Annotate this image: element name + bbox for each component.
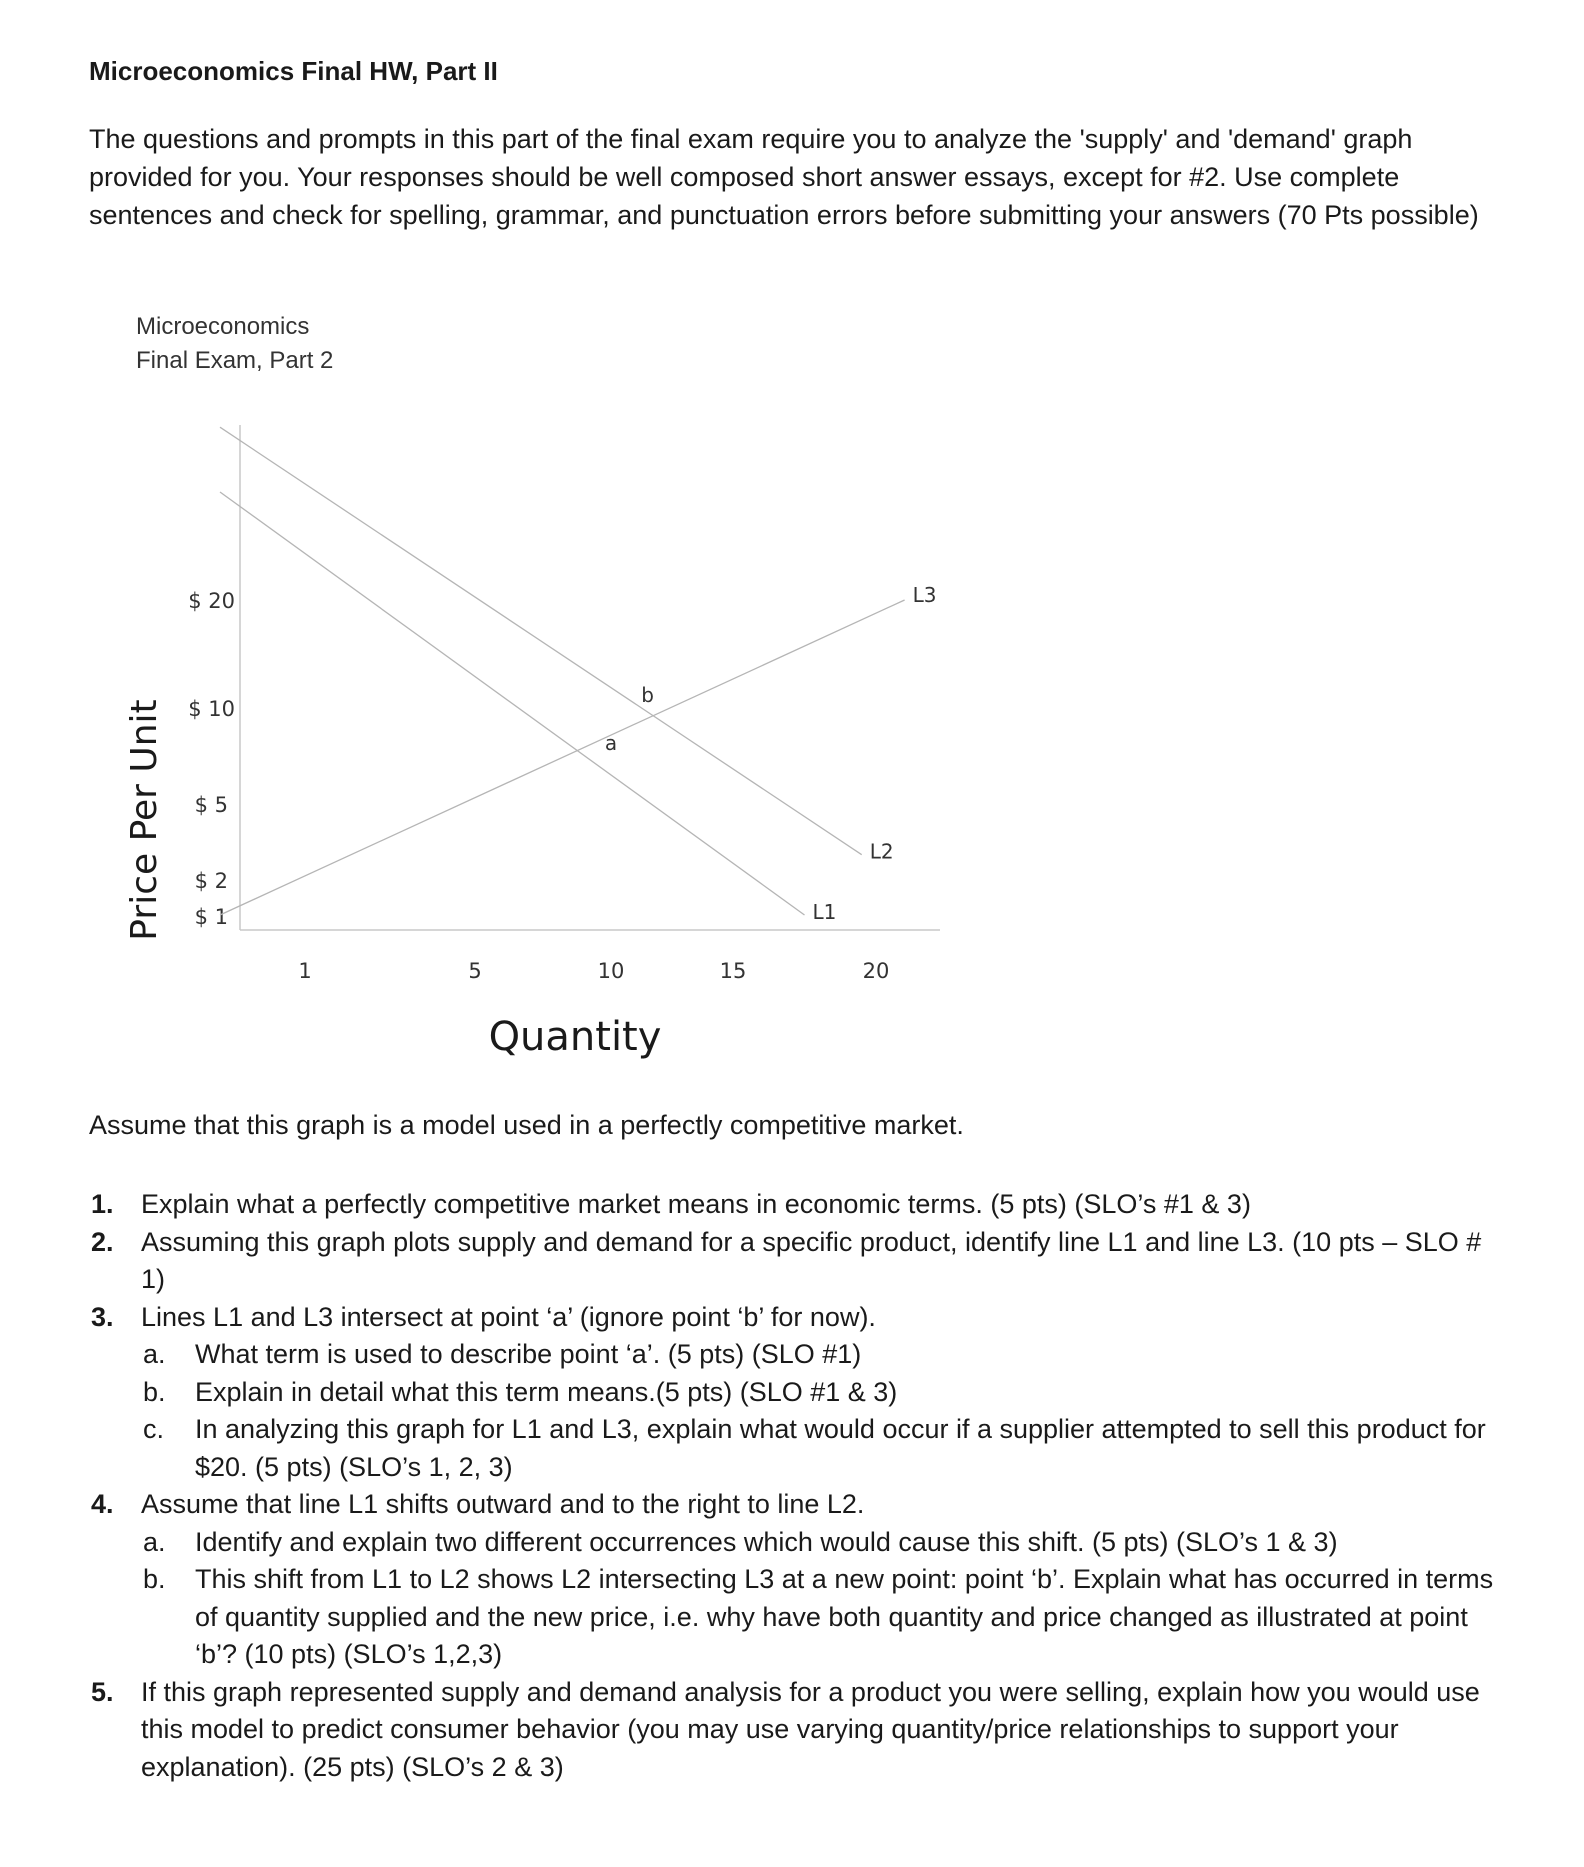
question-text: If this graph represented supply and demand analysis for a product you were selling, explain how you would use this model to predict consumer behavior (you may use varying quantity/price relationships to support your explanation). (25 pts) (SLO’s 2 & 3)	[141, 1676, 1480, 1782]
question-number: 3.	[91, 1301, 114, 1332]
series-lines	[220, 427, 905, 915]
x-tick-label: 15	[719, 959, 747, 983]
series-line-l2	[220, 427, 862, 854]
question-item	[89, 1186, 1509, 1224]
question-text: Assuming this graph plots supply and demand for a specific product, identify line L1 and line L3. (10 pts – SLO # 1)	[141, 1226, 1482, 1294]
x-axis-title: Quantity	[488, 1014, 662, 1060]
question-text: Assume that line L1 shifts outward and to the right to line L2.	[141, 1489, 865, 1519]
question-number: 4.	[91, 1489, 114, 1519]
x-tick-label: 5	[468, 959, 482, 983]
sub-question-text: Explain in detail what this term means.(5 pts) (SLO #1 & 3)	[195, 1376, 898, 1407]
y-tick-label: $ 20	[188, 589, 235, 613]
figure-caption	[136, 310, 333, 378]
question-list	[89, 1186, 1509, 1786]
sub-question-letter: c.	[143, 1414, 165, 1444]
sub-question-text: In analyzing this graph for L1 and L3, explain what would occur if a supplier attempted to sell this product for $20. (5 pts) (SLO’s 1, 2, 3)	[195, 1414, 1486, 1482]
sub-question-text: What term is used to describe point ‘a’. (5 pts) (SLO #1)	[195, 1339, 862, 1369]
y-tick-labels	[188, 589, 235, 929]
sub-question-item	[89, 1336, 1509, 1374]
figure-caption-line2: Final Exam, Part 2	[136, 347, 334, 374]
series-label-l3: L3	[912, 583, 937, 607]
question-item	[89, 1299, 1509, 1337]
question-item	[89, 1224, 1509, 1299]
axes	[240, 425, 940, 930]
sub-question-item	[89, 1524, 1509, 1562]
question-item	[89, 1674, 1509, 1787]
question-text: Lines L1 and L3 intersect at point ‘a’ (ignore point ‘b’ for now).	[141, 1301, 876, 1332]
sub-question-letter: b.	[143, 1376, 166, 1407]
sub-question-text: Identify and explain two different occurrences which would cause this shift. (5 pts) (SLO’s 1 & 3)	[195, 1526, 1338, 1557]
question-number: 5.	[91, 1676, 114, 1707]
y-tick-label: $ 10	[188, 697, 235, 721]
y-axis-title: Price Per Unit	[124, 699, 165, 941]
y-tick-label: $ 1	[194, 905, 228, 929]
series-label-l1: L1	[812, 900, 837, 924]
supply-demand-graph	[0, 400, 1100, 1080]
question-item	[89, 1486, 1509, 1524]
x-tick-label: 20	[862, 959, 890, 983]
x-tick-label: 10	[597, 959, 625, 983]
point-label-a: a	[604, 731, 618, 755]
y-tick-label: $ 2	[194, 869, 228, 893]
assumption-text: Assume that this graph is a model used in a perfectly competitive market.	[89, 1110, 964, 1140]
page-title: Microeconomics Final HW, Part II	[89, 56, 498, 86]
sub-question-text: This shift from L1 to L2 shows L2 intersecting L3 at a new point: point ‘b’. Explain what has occurred in terms of quantity supplied and the new price, i.e. why have both quantity and price changed as illustrated at point ‘b’? (10 pts) (SLO’s 1,2,3)	[195, 1564, 1494, 1669]
sub-question-letter: a.	[143, 1526, 166, 1557]
sub-question-letter: b.	[143, 1564, 166, 1594]
series-line-l1	[220, 492, 805, 915]
figure-caption-line1: Microeconomics	[136, 313, 310, 340]
question-number: 2.	[91, 1226, 114, 1257]
series-label-l2: L2	[869, 839, 894, 864]
question-text: Explain what a perfectly competitive market means in economic terms. (5 pts) (SLO’s #1 & 3)	[141, 1189, 1251, 1219]
question-number: 1.	[91, 1189, 114, 1219]
sub-question-item	[89, 1374, 1509, 1412]
series-line-l3	[220, 600, 905, 915]
sub-question-item	[89, 1561, 1509, 1674]
x-tick-label: 1	[298, 959, 312, 983]
y-tick-label: $ 5	[194, 793, 228, 817]
point-label-b: b	[641, 683, 654, 707]
sub-question-letter: a.	[143, 1339, 166, 1369]
intro-paragraph: The questions and prompts in this part of the final exam require you to analyze the 'supply' and 'demand' graph provided for you. Your responses should be well composed short answer essays, except for #2. Use complete sentences and check for spelling, grammar, and punctuation errors before submitting your answers (70 Pts possible)	[89, 124, 1479, 230]
sub-question-item	[89, 1411, 1509, 1486]
x-tick-labels	[298, 959, 889, 983]
